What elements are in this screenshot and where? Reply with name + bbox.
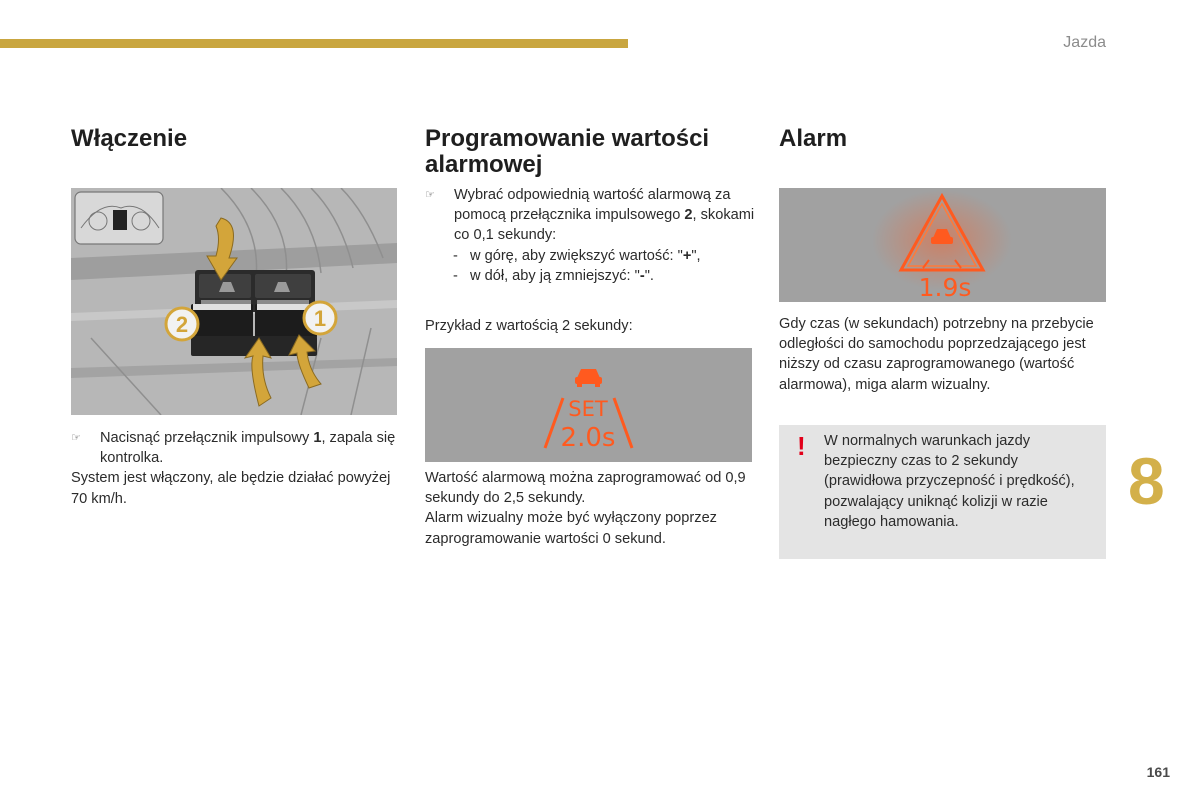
header-accent-bar: [0, 39, 628, 48]
dash-marker: -: [453, 247, 458, 264]
set-display-illustration: [425, 348, 752, 462]
warning-box: [779, 425, 1106, 559]
bullet-text: Nacisnąć przełącznik impulsowy: [100, 430, 314, 446]
sub-text: ",: [691, 247, 701, 264]
paragraph: Wartość alarmową można zaprogramować od 0,9 sekundy do 2,5 sekundy.: [425, 470, 746, 507]
console-switch-figure: [71, 188, 397, 415]
section-heading: Programowanie wartości alarmowej: [425, 125, 710, 178]
alarm-description: Gdy czas (w sekundach) potrzebny na przebycie odległości do samochodu poprzedzającego jest niższy od czasu zaprogramowanego (wartość alarmowa), miga alarm wizualny.: [779, 316, 1094, 393]
sub-text: ".: [644, 267, 654, 284]
set-label: SET: [568, 397, 608, 421]
paragraph: Alarm wizualny może być wyłączony poprzez zaprogramowanie wartości 0 sekund.: [425, 510, 717, 547]
programming-notes: [425, 468, 755, 549]
button-2-number: 2: [175, 312, 189, 337]
alarm-display-figure: [779, 188, 1106, 302]
example-caption: Przykład z wartością 2 sekundy:: [425, 318, 633, 334]
alarm-display-illustration: [779, 188, 1106, 302]
console-switch-illustration: [71, 188, 397, 415]
button-1-number: 1: [313, 306, 327, 331]
set-value: 2.0s: [560, 423, 616, 453]
switch-number: 2: [684, 207, 693, 224]
sub-text: w dół, aby ją zmniejszyć: ": [470, 267, 640, 284]
hand-pointer-icon: ☞: [71, 432, 81, 444]
bullet-text: Wybrać odpowiednią wartość alarmową za pomocą przełącznika impulsowego: [454, 187, 731, 224]
activation-text: [71, 428, 401, 509]
bullet-item: [71, 428, 401, 468]
hand-pointer-icon: ☞: [425, 189, 435, 201]
set-display-figure: [425, 348, 752, 462]
sub-text: w górę, aby zwiększyć wartość: ": [470, 247, 683, 264]
sub-item-increase: [425, 246, 755, 266]
programming-steps: [425, 185, 755, 286]
section-heading: Alarm: [779, 125, 848, 152]
sub-item-decrease: [425, 266, 755, 286]
switch-number: 1: [313, 430, 322, 446]
warning-text: W normalnych warunkach jazdy bezpieczny czas to 2 sekundy (prawidłowa przyczepność i prędkość), pozwalający uniknąć kolizji w razie nagłego hamowania.: [824, 433, 1075, 530]
chapter-tab: 8: [1128, 444, 1165, 518]
running-header: Jazda: [1063, 34, 1106, 51]
section-programming: [425, 126, 755, 178]
bullet-item: [425, 185, 755, 246]
bullet-text: , skokami co 0,1 sekundy:: [454, 207, 755, 244]
plus-symbol: +: [682, 247, 692, 264]
section-alarm: [779, 126, 1109, 152]
section-heading: Włączenie: [71, 125, 188, 152]
exclamation-icon: !: [797, 431, 806, 461]
page-number: 161: [1146, 764, 1170, 780]
section-activation: [71, 126, 401, 152]
minus-symbol: -: [639, 267, 645, 284]
bullet-text: , zapala się kontrolka.: [100, 430, 396, 467]
dash-marker: -: [453, 267, 458, 284]
paragraph: System jest włączony, ale będzie działać powyżej 70 km/h.: [71, 470, 391, 507]
alarm-value: 1.9s: [918, 273, 972, 302]
